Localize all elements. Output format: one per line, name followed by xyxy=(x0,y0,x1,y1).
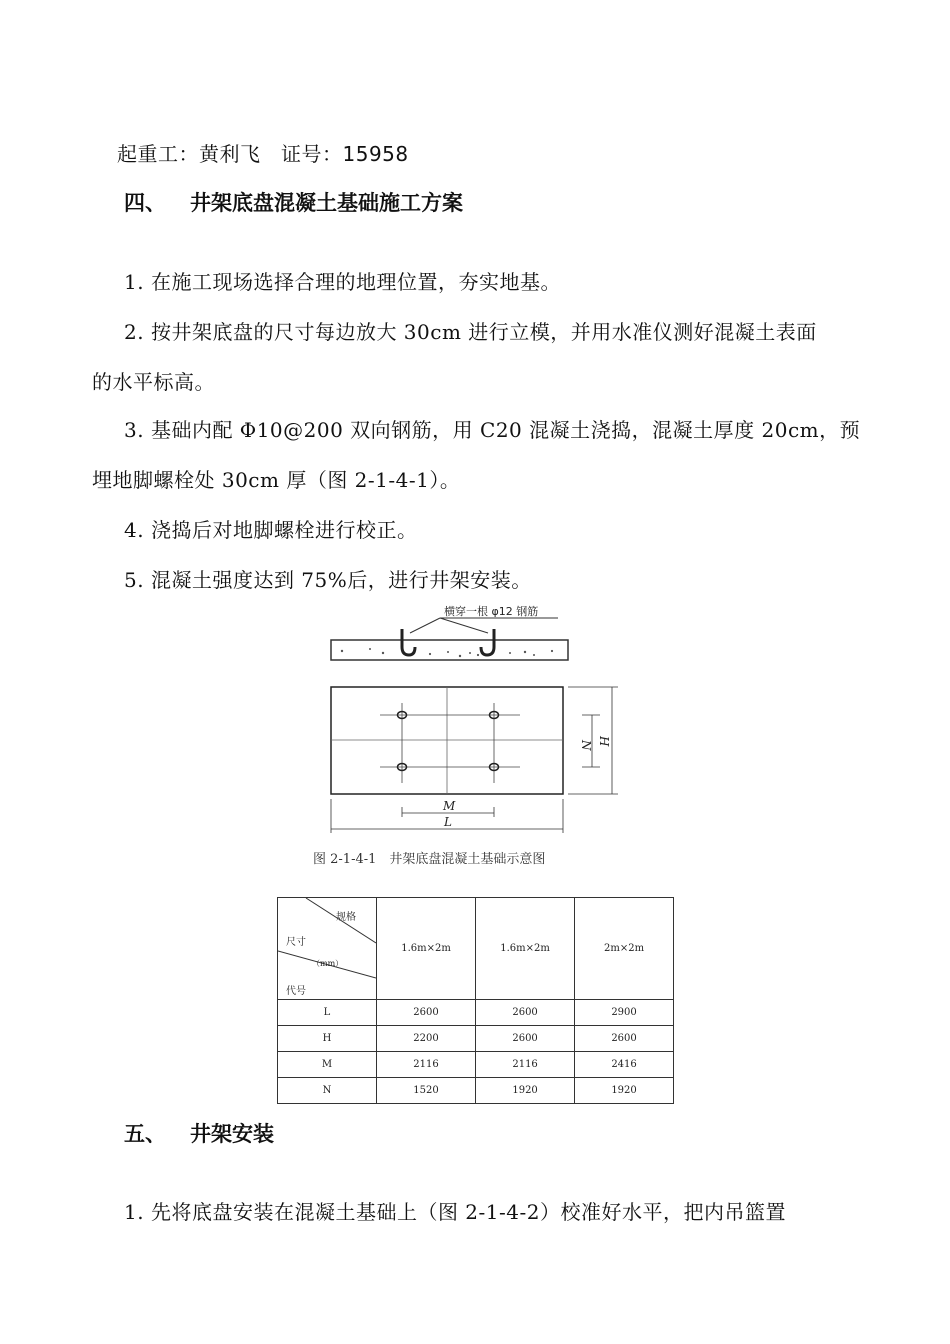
table-row xyxy=(278,1026,674,1052)
slab-section xyxy=(331,640,568,660)
table-row xyxy=(278,1000,674,1026)
table-cell: 2600 xyxy=(377,1000,476,1026)
table-cell: 2116 xyxy=(476,1052,575,1078)
step-1: 1. 在施工现场选择合理的地理位置，夯实地基。 xyxy=(124,270,561,294)
table-cell: 2900 xyxy=(575,1000,674,1026)
rebar-annotation: 横穿一根 φ12 钢筋 xyxy=(444,605,539,618)
section-5-number: 五、 xyxy=(124,1122,166,1146)
step-3: 3. 基础内配 Φ10@200 双向钢筋，用 C20 混凝土浇捣，混凝土厚度 20cm，预 xyxy=(124,418,861,442)
dimension-table xyxy=(277,897,674,1104)
header-spec-label: 规格 xyxy=(336,912,356,923)
column-header: 2m×2m xyxy=(575,898,674,1000)
header-size-label: 尺寸 xyxy=(286,937,306,948)
table-cell: 1920 xyxy=(476,1078,575,1104)
header-unit-label: （mm） xyxy=(312,959,344,968)
table-row xyxy=(278,1078,674,1104)
step-4: 4. 浇捣后对地脚螺栓进行校正。 xyxy=(124,518,418,542)
signature-line: 起重工：黄利飞 证号：15958 xyxy=(117,142,409,166)
header-code-label: 代号 xyxy=(286,986,306,997)
step-2: 2. 按井架底盘的尺寸每边放大 30cm 进行立模，并用水准仪测好混凝土表面 xyxy=(124,320,817,344)
dimension-h-label: H xyxy=(597,736,611,747)
section-4-title: 井架底盘混凝土基础施工方案 xyxy=(190,191,463,215)
table-cell: 2416 xyxy=(575,1052,674,1078)
row-code: N xyxy=(278,1078,377,1104)
step-3-cont: 埋地脚螺栓处 30cm 厚（图 2-1-4-1）。 xyxy=(92,468,461,492)
figure-caption: 图 2-1-4-1 井架底盘混凝土基础示意图 xyxy=(313,852,546,867)
foundation-diagram xyxy=(320,603,630,843)
row-code: L xyxy=(278,1000,377,1026)
column-header: 1.6m×2m xyxy=(476,898,575,1000)
section-4-number: 四、 xyxy=(124,191,166,215)
aggregate-marks xyxy=(341,648,553,657)
table-cell: 2600 xyxy=(575,1026,674,1052)
leader-line-1 xyxy=(410,618,440,633)
section-5-title: 井架安装 xyxy=(190,1122,274,1146)
table-cell: 1520 xyxy=(377,1078,476,1104)
header-diagonal-cell xyxy=(278,898,377,1000)
table-row xyxy=(278,1052,674,1078)
leader-line-2 xyxy=(440,618,488,633)
table-cell: 2600 xyxy=(476,1000,575,1026)
table-cell: 2200 xyxy=(377,1026,476,1052)
table-cell: 1920 xyxy=(575,1078,674,1104)
install-step-1: 1. 先将底盘安装在混凝土基础上（图 2-1-4-2）校准好水平，把内吊篮置 xyxy=(124,1200,786,1224)
row-code: H xyxy=(278,1026,377,1052)
section-5-heading xyxy=(124,1118,274,1148)
step-5: 5. 混凝土强度达到 75%后，进行井架安装。 xyxy=(124,568,532,592)
section-4-heading xyxy=(124,187,463,217)
dimension-n-label: N xyxy=(579,740,593,751)
step-2-cont: 的水平标高。 xyxy=(92,370,215,394)
dimension-m-label: M xyxy=(443,799,456,813)
table-cell: 2600 xyxy=(476,1026,575,1052)
dimension-l-label: L xyxy=(444,815,452,829)
row-code: M xyxy=(278,1052,377,1078)
column-header: 1.6m×2m xyxy=(377,898,476,1000)
table-cell: 2116 xyxy=(377,1052,476,1078)
anchor-bolt-left xyxy=(402,629,415,655)
table-header-row xyxy=(278,898,674,1000)
